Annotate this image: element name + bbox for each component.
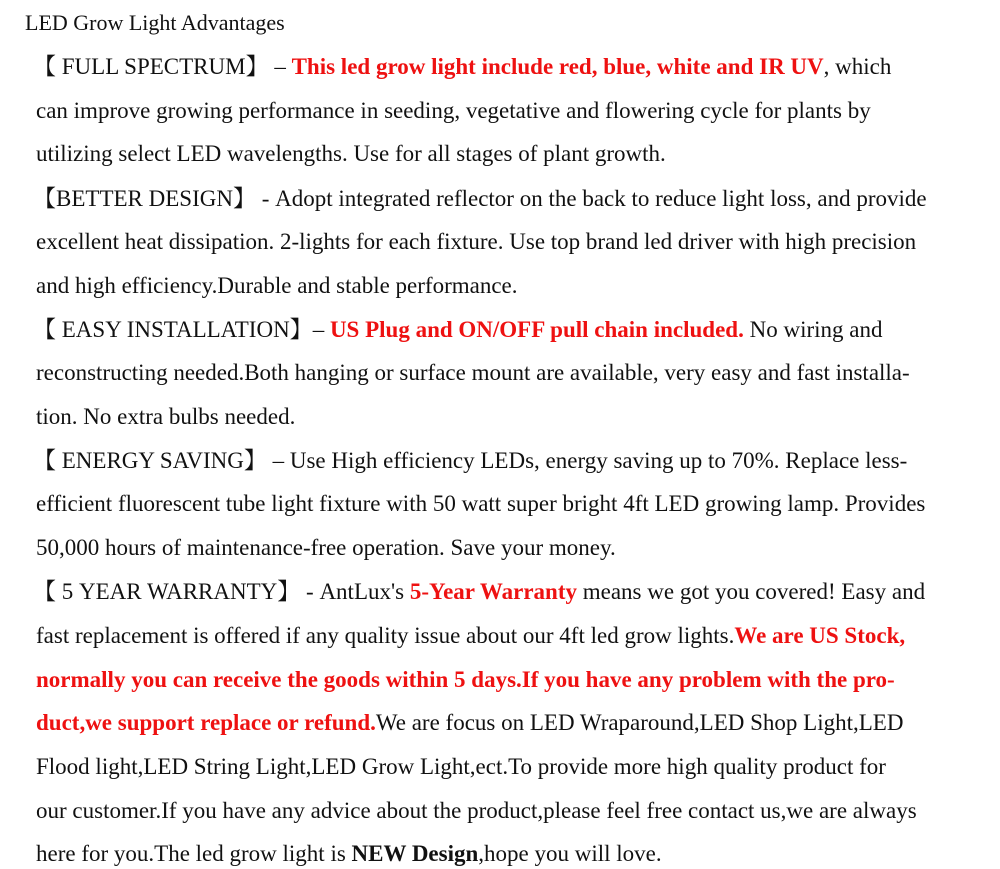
full-spectrum-separator: –	[268, 54, 292, 79]
easy-installation-separator: –	[312, 317, 330, 342]
warranty-heading: 【 5 YEAR WARRANTY】	[33, 579, 301, 604]
warranty-line-4	[36, 708, 903, 738]
warranty-line-2-plain: fast replacement is offered if any quality issue about our 4ft led grow lights.	[36, 623, 735, 648]
warranty-line-1	[33, 577, 925, 607]
easy-installation-line-3: tion. No extra bulbs needed.	[36, 404, 296, 429]
warranty-line-7	[36, 839, 662, 869]
warranty-line-7-post: ,hope you will love.	[478, 841, 662, 866]
warranty-highlight: 5-Year Warranty	[409, 579, 577, 604]
full-spectrum-highlight: This led grow light include red, blue, white and IR UV	[291, 54, 824, 79]
warranty-line-2-red: We are US Stock,	[734, 623, 906, 648]
full-spectrum-text-1: , which	[823, 54, 892, 79]
warranty-line-3-red: normally you can receive the goods within 5 days.If you have any problem with the pro-	[36, 667, 895, 692]
warranty-pre-text: - AntLux's	[300, 579, 410, 604]
better-design-text-1: - Adopt integrated reflector on the back to reduce light loss, and provide	[255, 186, 927, 211]
easy-installation-heading: 【 EASY INSTALLATION】	[33, 317, 313, 342]
warranty-line-3	[36, 665, 895, 695]
better-design-line-3: and high efficiency.Durable and stable performance.	[36, 273, 518, 298]
energy-saving-heading: 【 ENERGY SAVING】	[33, 448, 267, 473]
energy-saving-line-3: 50,000 hours of maintenance-free operation. Save your money.	[36, 535, 616, 560]
easy-installation-text-1: No wiring and	[743, 317, 883, 342]
warranty-line-2	[36, 621, 905, 651]
warranty-line-5: Flood light,LED String Light,LED Grow Light,ect.To provide more high quality product for	[36, 754, 886, 779]
energy-saving-line-2: efficient fluorescent tube light fixture with 50 watt super bright 4ft LED growing lamp. Provides	[36, 491, 926, 516]
better-design-line-1	[33, 184, 927, 214]
new-design-text: NEW Design	[351, 841, 479, 866]
warranty-line-7-pre: here for you.The led grow light is	[36, 841, 352, 866]
energy-saving-text-1: – Use High efficiency LEDs, energy saving up to 70%. Replace less-	[266, 448, 908, 473]
easy-installation-line-1	[33, 315, 882, 345]
page-title: LED Grow Light Advantages	[25, 10, 285, 35]
warranty-line-6: our customer.If you have any advice about the product,please feel free contact us,we are always	[36, 798, 917, 823]
easy-installation-line-2: reconstructing needed.Both hanging or surface mount are available, very easy and fast installa-	[36, 360, 910, 385]
full-spectrum-line-3: utilizing select LED wavelengths. Use for all stages of plant growth.	[36, 141, 666, 166]
easy-installation-highlight: US Plug and ON/OFF pull chain included.	[329, 317, 744, 342]
warranty-line-4-plain: We are focus on LED Wraparound,LED Shop Light,LED	[375, 710, 904, 735]
full-spectrum-line-1	[33, 52, 891, 82]
better-design-line-2: excellent heat dissipation. 2-lights for each fixture. Use top brand led driver with high precision	[36, 229, 917, 254]
energy-saving-line-1	[33, 446, 907, 476]
warranty-line-4-red: duct,we support replace or refund.	[36, 710, 376, 735]
full-spectrum-heading: 【 FULL SPECTRUM】	[33, 54, 269, 79]
full-spectrum-line-2: can improve growing performance in seeding, vegetative and flowering cycle for plants by	[36, 98, 871, 123]
warranty-text-1: means we got you covered! Easy and	[577, 579, 926, 604]
better-design-heading: 【BETTER DESIGN】	[33, 186, 256, 211]
